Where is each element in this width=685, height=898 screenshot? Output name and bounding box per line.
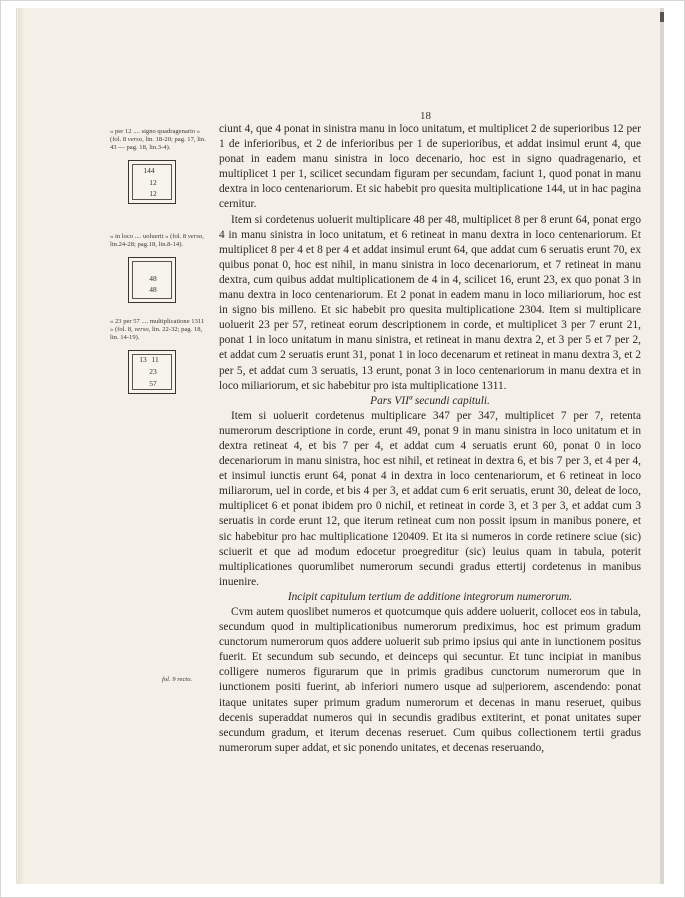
box-row: 48 — [149, 274, 157, 283]
margin-note-italic: verso — [134, 326, 149, 333]
margin-note-2 — [110, 233, 208, 249]
box-row: 57 — [149, 379, 157, 388]
margin-note-text: , lin.24-28; pag.18, lin.8-14). — [110, 233, 204, 248]
margin-note-italic: verso — [127, 136, 143, 143]
box-row: 48 — [149, 285, 157, 294]
box-row: 13 11 — [139, 355, 159, 364]
chapter-heading-capitulum-tertium: Incipit capitulum tertium de additione integrorum numerorum. — [287, 590, 573, 603]
box-row: 12 — [149, 178, 157, 187]
margin-note-text: « in loco .... uoluerit » (fol. 8 — [110, 233, 188, 240]
box-row: 144 — [143, 166, 155, 175]
margin-note-text: « per 12 .... signo quadragenario » (fol. 8 — [110, 128, 201, 143]
paragraph-2: Item si cordetenus uoluerit multiplicare 48 per 48, multiplicet 8 per 8 erunt 64, ponat ergo 4 in manu sinistra in loco unitatum, et 6 retineat in manu dextra in loco centenariorum. Et multiplicet 8 per 4 et 8 per 4 et addat insimul erunt 64, que addat cum 6 seruatis erunt 70, ex quibus ponat 0, hoc est nihil, in manu sinistra in loco decenariorum, et 7 retineat in manu dextra, cum quibus addat multiplicationem de 4 in 4, scilicet 16, erunt 23, ex quo ponat 3 in manu dextra in loco centenariorum. Et 2 ponat in eadem manu in loco miliariorum, hoc est in signo bis milleno. Et sic habebit pro quesita multiplicatione 2304. Item si multiplicare uoluerit 23 per 57, retineat eorum descriptionem in corde, et multiplicet 3 per 7 erunt 21, ponat 1 in loco unitatum in manu sinistra, et retineat in manu dextra 2, et 3 per 5 et 7 per 2, et addat cum 2 seruatis erunt 31, ponat 1 in loco decenarum et retineat in manu dextra 3, et 2 per 5, et addat cum 3 seruatis, 13 erunt, ponat 3 in loco centenariorum in manu dextra et in loco miliariorum, et sic habebitur pro ista multiplicatione 1311. — [219, 213, 641, 392]
margin-folio-note: fol. 9 recto. — [162, 676, 193, 683]
main-text-column — [219, 122, 641, 756]
page-number: 18 — [420, 110, 431, 122]
margin-note-text: « 23 per 57 .... multiplicatione 1311 » (fol. 8, — [110, 318, 205, 333]
section-heading-pars-vii: Pars VIIª secundi capituli. — [370, 394, 490, 407]
page-edge-mark — [660, 12, 664, 22]
paragraph-4: Cvm autem quoslibet numeros et quotcumque quis addere uoluerit, collocet eos in tabula, secundum quod in multiplicationibus numerorum prediximus, hoc est primum gradum cunctorum numerorum quos addere uoluerit sub primo ipsius qui ante in iunctionem positus fuerit. Et secundum sub secundo, et deinceps qui secuntur. Et tunc incipiat in manibus colligere numeros figurarum que in primis gradibus cunctorum numerorum que in iunctionem positi fuerint, ab inferiori numero usque ad su|periorem, ascendendo: ponat itaque unitates super primum gradum numerorum et decenas in manu reseruet, quibus decenis superaddat numeros qui in secundis gradibus extiterint, et ponat unitates super secundum gradum, et iterum decenas reseruet. Cum quibus collectionem tertii gradus numerorum super addat, et sic ponendo unitates, et decenas reseruando, — [219, 606, 641, 754]
box-row: 23 — [149, 367, 157, 376]
calculation-box-2 — [128, 257, 176, 303]
margin-note-text: , lin. 22-32; pag. 18, lin. 14-19). — [110, 326, 203, 341]
margin-note-text: , lin. 18-20; pag. 17, lin. 43 — pag. 18, lin.3-4). — [110, 136, 206, 151]
calculation-box-1 — [128, 160, 176, 204]
calculation-box-3 — [128, 350, 176, 394]
paragraph-1: ciunt 4, que 4 ponat in sinistra manu in loco unitatum, et multiplicet 2 de superioribus 12 per 1 de inferioribus, et 2 de inferioribus per 1 de superioribus, et addat insimul erunt 4, que ponat in eadem manu sinistra in loco decenario, hoc est in signo quadragenario, et multiplicet 1 per 1, scilicet secundam figuram per secundam, faciunt 1, quod ponat in manu dextra in loco centenariorum. Et sic habebit pro quesita multiplicatione 144, ut in hac pagina cernitur. — [219, 123, 641, 211]
margin-note-1 — [110, 128, 208, 152]
page-gutter-shadow — [18, 8, 24, 884]
box-row: 12 — [149, 189, 157, 198]
page-edge — [660, 8, 664, 884]
margin-note-3 — [110, 318, 208, 342]
margin-note-italic: verso — [187, 233, 203, 240]
paragraph-3: Item si uoluerit cordetenus multiplicare 347 per 347, multiplicet 7 per 7, retenta numerorum descriptione in corde, erunt 49, ponat 9 in manu sinistra in loco unitatum et in dextra retineat 4, et bis 7 per 4, et addat cum 4 seruatis erunt 60, ponat 0 in loco decenariorum in manu sinistra, hoc est nihil, et retineat in dextra 6, et bis 7 per 3, et 4 per 4, et insimul iunctis erunt 64, ponat 4 in dextra in loco centenariorum, et 6 retineat in loco miliarorum, uel in corde, et bis 4 per 3, et addat cum 6 erit seruatis, erunt 30, deleat de loco, multiplicet 6 et ponat ibidem pro 0 nichil, et retineat in corde 3, et 3 per 3, et addat cum 3 seruatis in corde erunt 12, que iterum retineat cum non possit ipsum in manibus ponere, et sic habebitur pro hac multiplicatione 120409. Et ita si numeros in corde retinere sciue (sic) sciuerit et que ad modum edocetur proegreditur (sic) leuius quam in tabula, poterit multiplicationes quorumlibet numerorum secundi gradus ettertij cordetenus in manibus inuenire. — [219, 409, 641, 588]
